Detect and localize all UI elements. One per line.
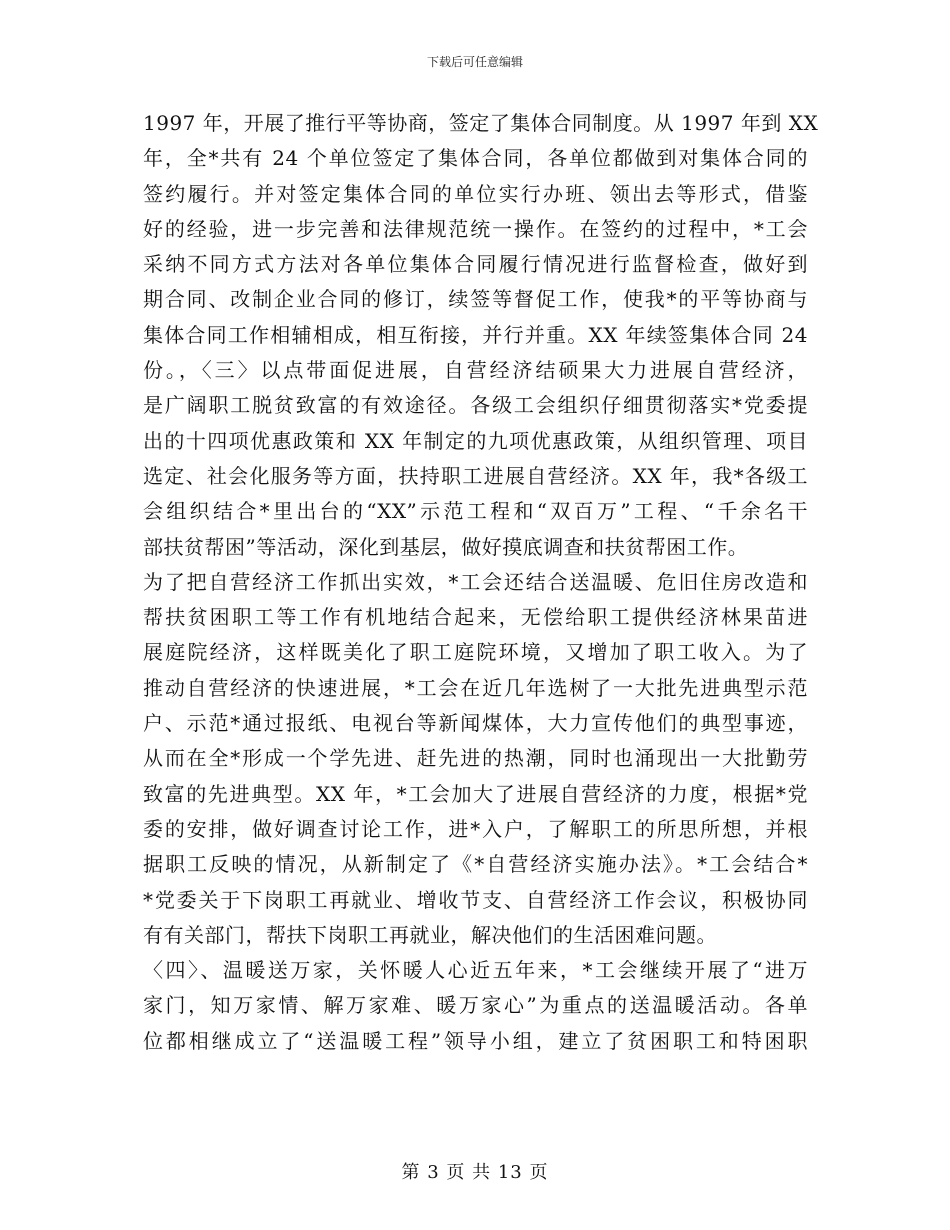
text-line: 有有关部门，帮扶下岗职工再就业，解决他们的生活困难问题。 (143, 922, 717, 947)
text-line: 出的十四项优惠政策和 XX 年制定的九项优惠政策，从组织管理、项目 (143, 428, 808, 453)
text-line: 是广阔职工脱贫致富的有效途径。各级工会组织仔细贯彻落实*党委提 (143, 393, 808, 418)
text-line: 期合同、改制企业合同的修订，续签等督促工作，使我*的平等协商与 (143, 287, 808, 312)
text-line: *党委关于下岗职工再就业、增收节支、自营经济工作会议，积极协同 (143, 887, 808, 912)
text-line: 推动自营经济的快速进展，*工会在近几年选树了一大批先进典型示范 (143, 675, 808, 700)
text-line: 选定、社会化服务等方面，扶持职工进展自营经济。XX 年，我*各级工 (143, 463, 808, 488)
text-line: 份。，〈三〉以点带面促进展，自营经济结硕果大力进展自营经济， (143, 358, 808, 383)
text-line: 户、示范*通过报纸、电视台等新闻煤体，大力宣传他们的典型事迹， (143, 711, 808, 736)
text-line: 展庭院经济，这样既美化了职工庭院环境，又增加了职工收入。为了 (143, 640, 808, 665)
text-line: 采纳不同方式方法对各单位集体合同履行情况进行监督检查，做好到 (143, 252, 808, 277)
text-line: 集体合同工作相辅相成，相互衔接，并行并重。XX 年续签集体合同 24 (143, 322, 808, 347)
text-line: 位都相继成立了“送温暖工程”领导小组，建立了贫困职工和特困职 (143, 1028, 808, 1053)
text-line: 部扶贫帮困”等活动，深化到基层，做好摸底调查和扶贫帮困工作。 (143, 534, 749, 559)
text-line: 好的经验，进一步完善和法律规范统一操作。在签约的过程中，*工会 (143, 216, 808, 241)
text-line: 1997 年，开展了推行平等协商，签定了集体合同制度。从 1997 年到 XX (143, 111, 819, 135)
text-line: 〈四〉、温暖送万家，关怀暖人心近五年来，*工会继续开展了“进万 (143, 958, 808, 983)
page-number-footer: 第 3 页 共 13 页 (401, 1162, 549, 1183)
text-line: 据职工反映的情况，从新制定了《*自营经济实施办法》。*工会结合* (143, 852, 808, 877)
text-line: 致富的先进典型。XX 年，*工会加大了进展自营经济的力度，根据*党 (143, 781, 808, 806)
document-body (143, 106, 819, 1059)
text-line: 帮扶贫困职工等工作有机地结合起来，无偿给职工提供经济林果苗进 (143, 605, 808, 630)
text-line: 家门，知万家情、解万家难、暖万家心”为重点的送温暖活动。各单 (143, 993, 808, 1018)
page-header: 下载后可任意编辑 (426, 55, 523, 69)
text-line: 会组织结合*里出台的“XX”示范工程和“双百万”工程、“千余名干 (143, 499, 808, 524)
text-line: 为了把自营经济工作抓出实效，*工会还结合送温暖、危旧住房改造和 (143, 569, 808, 594)
text-line: 年，全*共有 24 个单位签定了集体合同，各单位都做到对集体合同的 (143, 146, 808, 171)
text-line: 从而在全*形成一个学先进、赶先进的热潮，同时也涌现出一大批勤劳 (143, 746, 808, 771)
text-line: 签约履行。并对签定集体合同的单位实行办班、领出去等形式，借鉴 (143, 181, 808, 206)
text-line: 委的安排，做好调查讨论工作，进*入户，了解职工的所思所想，并根 (143, 816, 808, 841)
